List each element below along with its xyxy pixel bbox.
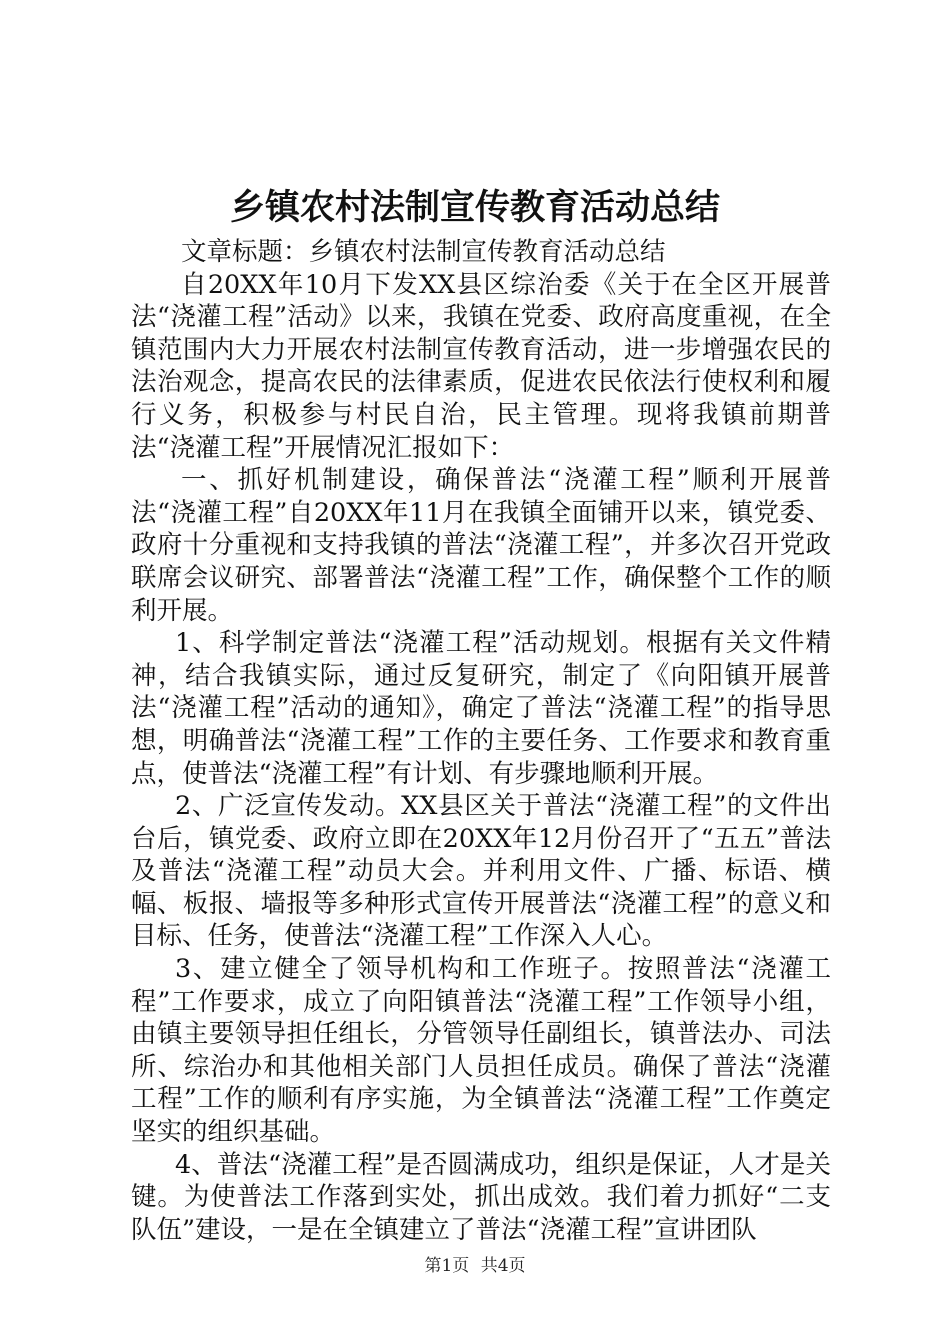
paragraph-item-4: 4、普法“浇灌工程”是否圆满成功，组织是保证，人才是关键。为使普法工作落到实处，抓出成效。我们着力抓好“二支队伍”建设，一是在全镇建立了普法“浇灌工程”宣讲团队 — [131, 1149, 831, 1245]
paragraph-section-1: 一、抓好机制建设，确保普法“浇灌工程”顺利开展普法“浇灌工程”自20XX年11月在我镇全面铺开以来，镇党委、政府十分重视和支持我镇的普法“浇灌工程”，并多次召开党政联席会议研究、部署普法“浇灌工程”工作，确保整个工作的顺利开展。 — [131, 465, 831, 626]
paragraph-item-3: 3、建立健全了领导机构和工作班子。按照普法“浇灌工程”工作要求，成立了向阳镇普法“浇灌工程”工作领导小组，由镇主要领导担任组长，分管领导任副组长，镇普法办、司法所、综治办和其他相关部门人员担任成员。确保了普法“浇灌工程”工作的顺利有序实施，为全镇普法“浇灌工程”工作奠定坚实的组织基础。 — [131, 954, 831, 1148]
document-title: 乡镇农村法制宣传教育活动总结 — [229, 187, 720, 228]
article-title-line: 文章标题：乡镇农村法制宣传教育活动总结 — [181, 237, 666, 267]
page-number: 第1页 — [424, 1256, 470, 1276]
paragraph-intro: 自20XX年10月下发XX县区综治委《关于在全区开展普法“浇灌工程”活动》以来，我镇在党委、政府高度重视，在全镇范围内大力开展农村法制宣传教育活动，进一步增强农民的法治观念，提高农民的法律素质，促进农民依法行使权利和履行义务，积极参与村民自治，民主管理。现将我镇前期普法“浇灌工程”开展情况汇报如下： — [131, 269, 831, 463]
page-footer — [0, 1254, 950, 1278]
paragraph-item-1: 1、科学制定普法“浇灌工程”活动规划。根据有关文件精神，结合我镇实际，通过反复研究，制定了《向阳镇开展普法“浇灌工程”活动的通知》，确定了普法“浇灌工程”的指导思想，明确普法“浇灌工程”工作的主要任务、工作要求和教育重点，使普法“浇灌工程”有计划、有步骤地顺利开展。 — [131, 628, 831, 789]
page-total: 共4页 — [480, 1256, 526, 1276]
paragraph-item-2: 2、广泛宣传发动。XX县区关于普法“浇灌工程”的文件出台后，镇党委、政府立即在20XX年12月份召开了“五五”普法及普法“浇灌工程”动员大会。并利用文件、广播、标语、横幅、板报、墙报等多种形式宣传开展普法“浇灌工程”的意义和目标、任务，使普法“浇灌工程”工作深入人心。 — [131, 791, 831, 952]
document-body — [131, 236, 831, 1246]
